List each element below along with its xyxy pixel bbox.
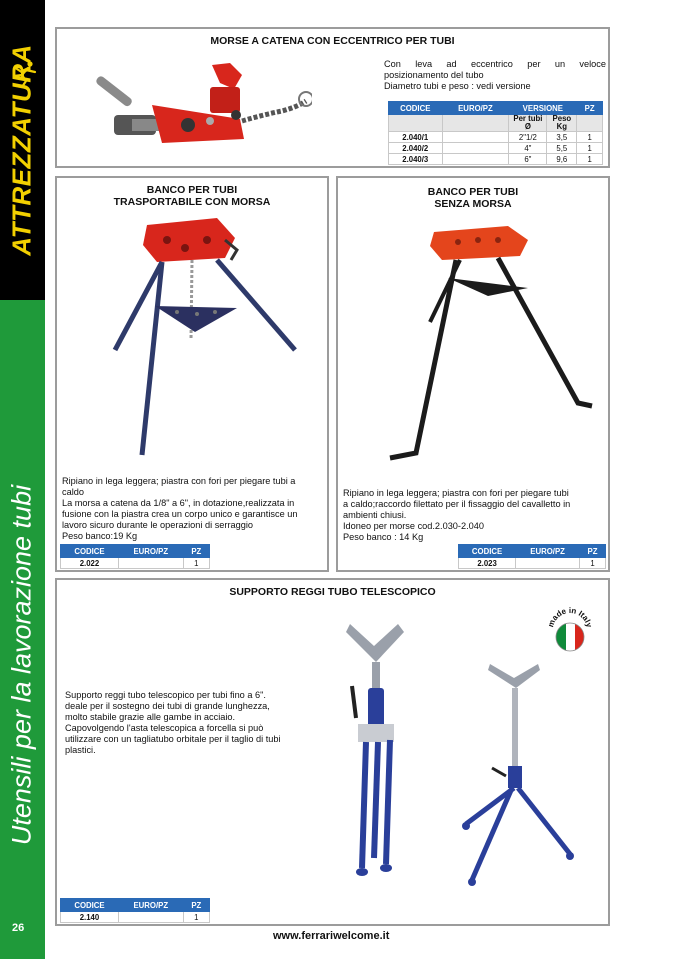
col-header-pz: PZ <box>183 899 209 912</box>
table-row <box>389 132 603 143</box>
bench-no-vise-table <box>458 544 606 569</box>
chain-vise-table <box>388 101 603 165</box>
bench-no-vise-title-line: SENZA MORSA <box>434 198 512 210</box>
sidebar-category-title: ATTREZZATURA <box>6 44 37 256</box>
bench-no-vise-desc-line: Peso banco : 14 Kg <box>343 532 424 542</box>
footer-url-link[interactable]: www.ferrariwelcome.it <box>273 930 390 942</box>
col-header-pz: PZ <box>183 545 209 558</box>
cell-peso: 9,6 <box>547 154 577 165</box>
cell-codice: 2.040/1 <box>389 132 443 143</box>
portable-bench-desc-line: lavoro sicuro durante le operazioni di serraggio <box>62 520 254 530</box>
cell-peso: 3,5 <box>547 132 577 143</box>
cell-codice: 2.140 <box>61 912 119 923</box>
cell-euro <box>118 912 183 923</box>
telescopic-support-table <box>60 898 210 923</box>
cell-tubi: 2"1/2 <box>509 132 547 143</box>
telescopic-support-panel <box>55 578 610 926</box>
cell-codice: 2.040/2 <box>389 143 443 154</box>
col-header-pz: PZ <box>577 102 603 115</box>
telescopic-desc-line: Supporto reggi tubo telescopico per tubi fino a 6". <box>65 690 266 700</box>
col-header-codice: CODICE <box>61 545 119 558</box>
bench-no-vise-panel <box>336 176 610 572</box>
col-header-versione: VERSIONE <box>509 102 577 115</box>
table-row <box>459 558 606 569</box>
bench-no-vise-title-line: BANCO PER TUBI <box>427 186 519 198</box>
telescopic-desc-line: Capovolgendo l'asta telescopica a forcella si può <box>65 723 264 733</box>
subheader-blank <box>389 115 443 132</box>
portable-bench-panel <box>55 176 329 572</box>
col-header-euro: EURO/PZ <box>118 899 183 912</box>
portable-bench-desc-line: caldo <box>62 487 84 497</box>
bench-no-vise-desc-line: ambienti chiusi. <box>343 510 407 520</box>
cell-pz: 1 <box>577 154 603 165</box>
portable-bench-title <box>57 184 327 208</box>
cell-euro <box>442 132 509 143</box>
chain-vise-panel <box>55 27 610 168</box>
made-in-italy-text: made in Italy <box>546 605 594 629</box>
chain-vise-title: MORSE A CATENA CON ECCENTRICO PER TUBI <box>210 35 455 47</box>
cell-euro <box>516 558 580 569</box>
telescopic-desc-line: utilizzare con un tagliatubo orbitale per il taglio di tubi <box>65 734 281 744</box>
cell-codice: 2.022 <box>61 558 119 569</box>
portable-bench-desc-line: La morsa a catena da 1/8" a 6", in dotazione,realizzata in <box>62 498 295 508</box>
cell-pz: 1 <box>577 132 603 143</box>
cell-codice: 2.040/3 <box>389 154 443 165</box>
subheader-peso: Peso Kg <box>547 115 577 132</box>
telescopic-desc-line: molto stabile grazie alle gambe in acciaio. <box>65 712 236 722</box>
chain-vise-description <box>384 59 606 92</box>
portable-bench-description <box>62 476 326 542</box>
cell-pz: 1 <box>579 558 605 569</box>
portable-bench-table <box>60 544 210 569</box>
cell-tubi: 4" <box>509 143 547 154</box>
page-number: 26 <box>12 922 25 934</box>
portable-bench-title-line: BANCO PER TUBI <box>146 184 238 196</box>
bench-no-vise-desc-line: Idoneo per morse cod.2.030-2.040 <box>343 521 484 531</box>
chain-vise-desc-line: posizionamento del tubo <box>384 70 484 80</box>
telescopic-support-image <box>342 618 582 898</box>
bench-no-vise-desc-line: Ripiano in lega leggera; piastra con fori per piegare tubi <box>343 488 569 498</box>
chain-vise-desc-line: Con leva ad eccentrico per un veloce <box>384 59 606 69</box>
subheader-blank <box>442 115 509 132</box>
col-header-codice: CODICE <box>61 899 119 912</box>
table-row <box>61 558 210 569</box>
portable-bench-desc-line: Ripiano in lega leggera; piastra con fori per piegare tubi a <box>62 476 296 486</box>
table-row <box>389 143 603 154</box>
col-header-euro: EURO/PZ <box>516 545 580 558</box>
sidebar-subtitle: Utensili per la lavorazione tubi <box>6 484 37 846</box>
bench-no-vise-title <box>338 186 608 210</box>
cell-pz: 1 <box>183 558 209 569</box>
telescopic-support-description <box>65 690 317 756</box>
cell-euro <box>442 143 509 154</box>
portable-bench-image <box>107 210 307 460</box>
portable-bench-title-line: TRASPORTABILE CON MORSA <box>113 196 271 208</box>
portable-bench-desc-line: Peso banco:19 Kg <box>62 531 138 541</box>
telescopic-desc-line: plastici. <box>65 745 96 755</box>
bench-no-vise-image <box>378 218 598 473</box>
col-header-euro: EURO/PZ <box>442 102 509 115</box>
chain-vise-image <box>92 57 312 162</box>
bench-no-vise-description <box>343 488 607 543</box>
telescopic-support-title: SUPPORTO REGGI TUBO TELESCOPICO <box>229 586 436 598</box>
cell-pz: 1 <box>577 143 603 154</box>
cell-pz: 1 <box>183 912 209 923</box>
chain-vise-desc-line: Diametro tubi e peso : vedi versione <box>384 81 531 91</box>
subheader-blank <box>577 115 603 132</box>
portable-bench-desc-line: fusione con la piastra crea un corpo unico e garantisce un <box>62 509 298 519</box>
made-in-italy-badge-icon <box>545 605 595 655</box>
subheader-diametro: Per tubi Ø <box>509 115 547 132</box>
cell-euro <box>118 558 183 569</box>
cell-euro <box>442 154 509 165</box>
col-header-euro: EURO/PZ <box>118 545 183 558</box>
table-row <box>389 154 603 165</box>
col-header-pz: PZ <box>579 545 605 558</box>
col-header-codice: CODICE <box>389 102 443 115</box>
bench-no-vise-desc-line: a caldo;raccordo filettato per il fissaggio del cavalletto in <box>343 499 571 509</box>
telescopic-desc-line: deale per il sostegno dei tubi di grande lunghezza, <box>65 701 270 711</box>
cell-codice: 2.023 <box>459 558 516 569</box>
cell-tubi: 6" <box>509 154 547 165</box>
col-header-codice: CODICE <box>459 545 516 558</box>
table-row <box>61 912 210 923</box>
cell-peso: 5,5 <box>547 143 577 154</box>
